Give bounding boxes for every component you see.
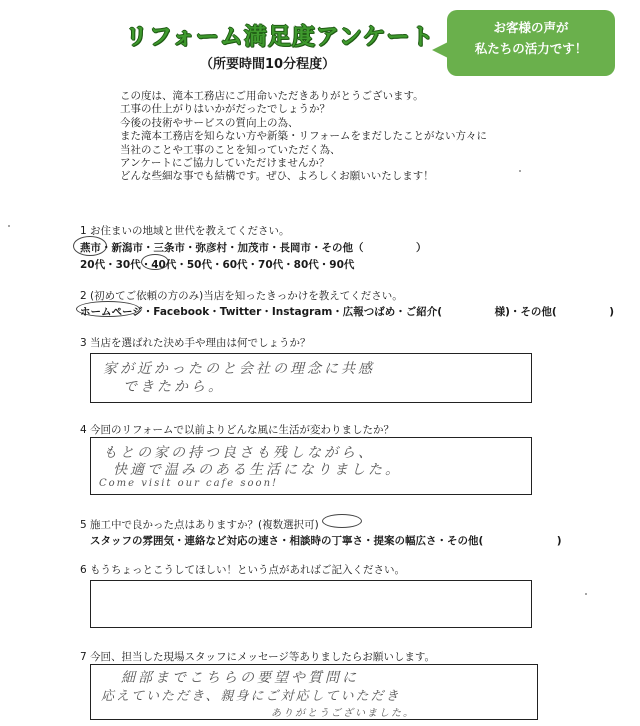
question-7-answer-box[interactable] — [90, 664, 538, 720]
answer-circle-mark — [322, 514, 362, 528]
page-subtitle: （所要時間10分程度） — [200, 57, 336, 72]
question-4-answer-box[interactable] — [90, 437, 532, 495]
question-6-answer-box[interactable] — [90, 580, 532, 628]
question-1-age-options[interactable]: 20代・30代・40代・50代・60代・70代・80代・90代 — [80, 259, 355, 271]
scan-speck — [8, 225, 10, 227]
question-1-label: 1 お住まいの地域と世代を教えてください。 — [80, 225, 290, 237]
intro-line: どんな些細な事でも結構です。ぜひ、よろしくお願いいたします！ — [120, 170, 434, 183]
handwritten-line: 快適で温みのある生活になりました。 — [113, 462, 402, 478]
badge-line: 私たちの活力です！ — [474, 41, 588, 56]
page-title: リフォーム満足度アンケート — [125, 24, 435, 50]
handwritten-line: Come visit our cafe soon! — [99, 478, 279, 489]
question-3-label: 3 当店を選ばれた決め手や理由は何でしょうか？ — [80, 337, 311, 349]
speech-bubble-tail — [432, 42, 448, 58]
question-5-options[interactable]: スタッフの雰囲気・連絡など対応の速さ・相談時の丁寧さ・提案の幅広さ・その他( ) — [90, 535, 562, 547]
question-3-answer-box[interactable] — [90, 353, 532, 403]
intro-line: 今後の技術やサービスの質向上の為、 — [120, 116, 299, 129]
question-4-label: 4 今回のリフォームで以前よりどんな風に生活が変わりましたか？ — [80, 424, 394, 436]
question-6-label: 6 もうちょっとこうしてほしい！という点があればご記入ください。 — [80, 564, 406, 576]
intro-line: アンケートにご協力していただけませんか？ — [120, 157, 330, 170]
scan-speck — [585, 593, 587, 595]
handwritten-line: 応えていただき、親身にご対応していただき — [101, 689, 401, 704]
speech-bubble-badge — [447, 10, 615, 76]
handwritten-line: ありがとうございました。 — [271, 708, 415, 719]
handwritten-line: もとの家の持つ良さも残しながら、 — [103, 445, 375, 461]
intro-line: また滝本工務店を知らない方や新築・リフォームをまだしたことがない方々に — [120, 130, 487, 143]
question-5-label: 5 施工中で良かった点はありますか？(複数選択可) — [80, 519, 319, 531]
badge-line: お客様の声が — [493, 20, 569, 35]
question-2-options[interactable]: ホームページ・Facebook・Twitter・Instagram・広報つばめ・ご紹介( 様)・その他( ) — [80, 306, 615, 318]
scan-speck — [519, 170, 521, 172]
intro-paragraph — [120, 90, 487, 184]
handwritten-line: できたから。 — [123, 379, 225, 395]
intro-line: 工事の仕上がりはいかがだったでしょうか？ — [120, 103, 330, 116]
question-2-label: 2 (初めてご依頼の方のみ)当店を知ったきっかけを教えてください。 — [80, 290, 403, 302]
intro-line: 当社のことや工事のことを知っていただく為、 — [120, 143, 341, 156]
handwritten-line: 細部までこちらの要望や質問に — [121, 670, 359, 686]
question-1-area-options[interactable]: 燕市・新潟市・三条市・弥彦村・加茂市・長岡市・その他（ ） — [80, 242, 427, 254]
handwritten-line: 家が近かったのと会社の理念に共感 — [103, 361, 375, 377]
question-7-label: 7 今回、担当した現場スタッフにメッセージ等ありましたらお願いします。 — [80, 651, 436, 663]
intro-line: この度は、滝本工務店にご用命いただきありがとうございます。 — [120, 90, 424, 102]
